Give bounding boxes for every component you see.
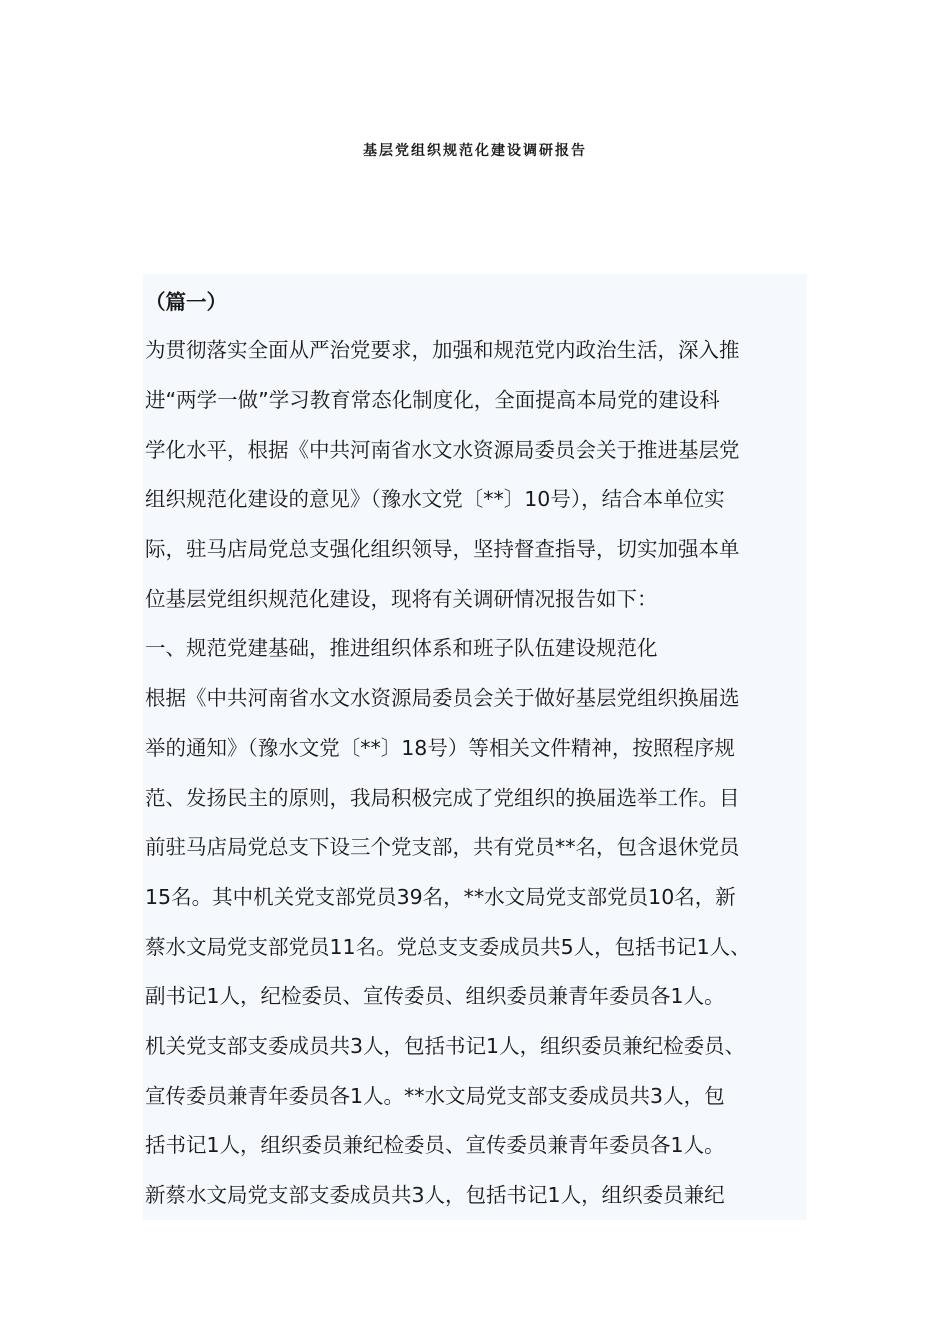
paragraph-line: 宣传委员兼青年委员各1人。**水文局党支部支委成员共3人，包 <box>145 1084 725 1108</box>
paragraph-line: 蔡水文局党支部党员11名。党总支支委成员共5人，包括书记1人、 <box>145 935 751 959</box>
section-label: （篇一） <box>145 290 227 314</box>
paragraph-line: 举的通知》（豫水文党〔**〕18号）等相关文件精神，按照程序规 <box>145 736 735 760</box>
paragraph-line: 学化水平，根据《中共河南省水文水资源局委员会关于推进基层党 <box>145 438 740 462</box>
page-title: 基层党组织规范化建设调研报告 <box>363 143 587 159</box>
paragraph-line: 范、发扬民主的原则，我局积极完成了党组织的换届选举工作。目 <box>145 786 740 810</box>
document-body <box>143 274 807 1220</box>
paragraph-line: 为贯彻落实全面从严治党要求，加强和规范党内政治生活，深入推 <box>145 338 740 362</box>
paragraph-line: 机关党支部支委成员共3人，包括书记1人，组织委员兼纪检委员、 <box>145 1034 746 1058</box>
paragraph-line: 际，驻马店局党总支强化组织领导，坚持督查指导，切实加强本单 <box>145 537 740 561</box>
paragraph-line: 组织规范化建设的意见》（豫水文党〔**〕10号），结合本单位实 <box>145 487 725 511</box>
paragraph-line: 15名。其中机关党支部党员39名，**水文局党支部党员10名，新 <box>145 885 736 909</box>
paragraph-line: 括书记1人，组织委员兼纪检委员、宣传委员兼青年委员各1人。 <box>145 1133 725 1157</box>
paragraph-line: 根据《中共河南省水文水资源局委员会关于做好基层党组织换届选 <box>145 686 740 710</box>
section-heading: 一、规范党建基础，推进组织体系和班子队伍建设规范化 <box>145 636 658 660</box>
paragraph-line: 副书记1人，纪检委员、宣传委员、组织委员兼青年委员各1人。 <box>145 984 725 1008</box>
paragraph-line: 新蔡水文局党支部支委成员共3人，包括书记1人，组织委员兼纪 <box>145 1183 725 1207</box>
paragraph-line: 前驻马店局党总支下设三个党支部，共有党员**名，包含退休党员 <box>145 835 740 859</box>
paragraph-line: 进“两学一做”学习教育常态化制度化，全面提高本局党的建设科 <box>145 388 720 412</box>
paragraph-line: 位基层党组织规范化建设，现将有关调研情况报告如下： <box>145 587 658 611</box>
